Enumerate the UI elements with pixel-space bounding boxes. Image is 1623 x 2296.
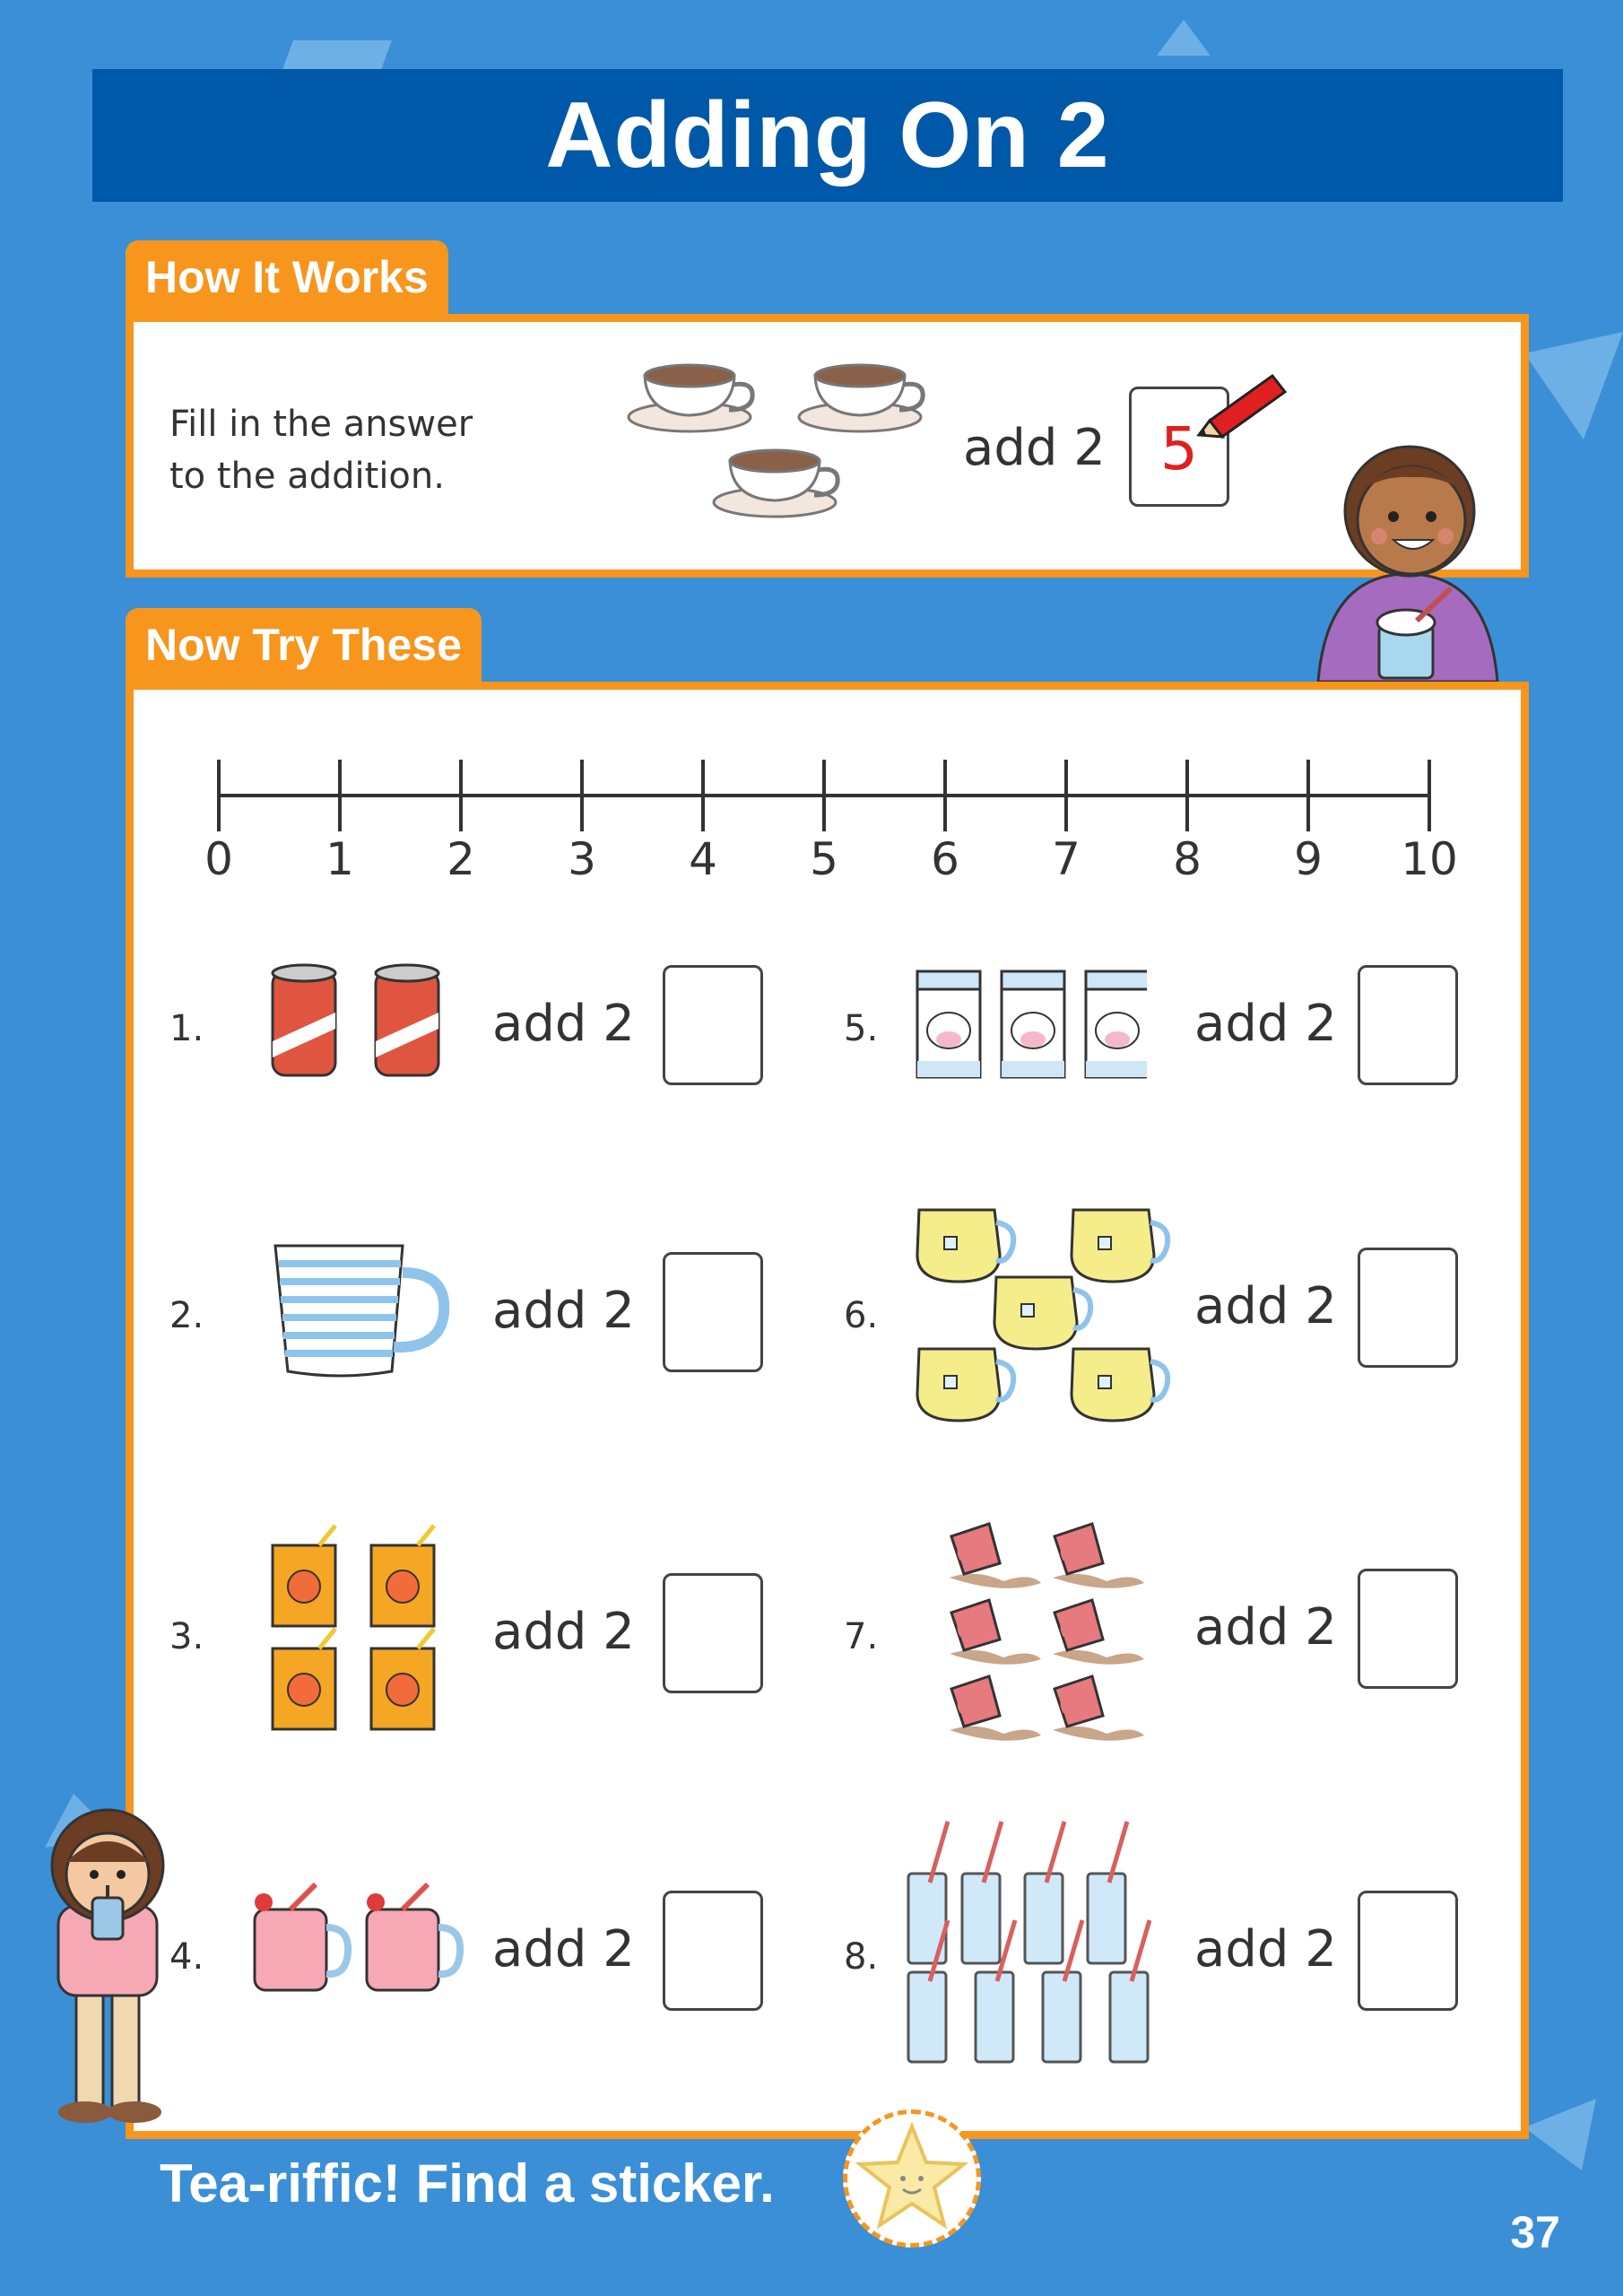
add-label: add 2 xyxy=(492,1603,635,1661)
milkshake-mugs-illustration xyxy=(246,1883,470,1999)
question-number: 8. xyxy=(844,1936,879,1978)
title-bar xyxy=(92,69,1563,202)
instruction-line: to the addition. xyxy=(169,456,445,497)
milk-cartons-illustration xyxy=(914,968,1147,1084)
number-line-label: 8 xyxy=(1173,833,1202,885)
answer-box-8[interactable] xyxy=(1358,1891,1458,2011)
pencil-icon xyxy=(1192,367,1290,439)
footer-message: Tea-riffic! Find a sticker. xyxy=(160,2153,775,2213)
decorative-shard xyxy=(1157,20,1211,56)
answer-box-5[interactable] xyxy=(1358,965,1458,1085)
teacups-illustration xyxy=(627,349,932,546)
number-line-label: 5 xyxy=(810,833,838,885)
girl-drinking-illustration xyxy=(22,1803,193,2126)
how-it-works-tab: How It Works xyxy=(126,240,448,314)
number-line-label: 7 xyxy=(1052,833,1081,885)
add-label: add 2 xyxy=(1194,1920,1337,1979)
girl-with-hot-chocolate-illustration xyxy=(1300,422,1515,682)
instructions xyxy=(169,398,473,502)
spilled-cups-illustration xyxy=(941,1515,1156,1748)
instruction-line: Fill in the answer xyxy=(169,404,473,445)
answer-box-7[interactable] xyxy=(1358,1569,1458,1689)
example-add-label: add 2 xyxy=(963,419,1106,477)
number-line-label: 1 xyxy=(325,833,354,885)
question-number: 6. xyxy=(844,1295,879,1336)
question-number: 4. xyxy=(169,1936,204,1978)
answer-box-4[interactable] xyxy=(663,1891,763,2011)
number-line-label: 0 xyxy=(204,833,233,885)
number-line-label: 6 xyxy=(931,833,959,885)
answer-box-2[interactable] xyxy=(663,1252,763,1372)
question-number: 7. xyxy=(844,1616,879,1657)
add-label: add 2 xyxy=(492,1920,635,1979)
answer-box-1[interactable] xyxy=(663,965,763,1085)
sticker-spot[interactable] xyxy=(843,2109,981,2248)
add-label: add 2 xyxy=(492,1282,635,1340)
star-icon xyxy=(847,2114,976,2243)
glasses-with-straws-illustration xyxy=(905,1820,1165,2089)
lemonade-jugs-illustration xyxy=(914,1192,1174,1425)
mug-illustration xyxy=(268,1237,456,1385)
add-label: add 2 xyxy=(1194,1277,1337,1335)
now-try-these-panel xyxy=(126,682,1529,2139)
question-number: 1. xyxy=(169,1008,204,1049)
question-number: 2. xyxy=(169,1295,204,1336)
add-label: add 2 xyxy=(492,995,635,1053)
number-line-label: 4 xyxy=(689,833,717,885)
number-line-label: 10 xyxy=(1401,833,1458,885)
cans-illustration xyxy=(264,959,452,1084)
question-number: 3. xyxy=(169,1616,204,1657)
add-label: add 2 xyxy=(1194,1598,1337,1657)
answer-box-6[interactable] xyxy=(1358,1248,1458,1368)
number-line-label: 9 xyxy=(1294,833,1323,885)
example-answer: 5 xyxy=(1160,414,1198,483)
number-line-label: 3 xyxy=(568,833,596,885)
page-number: 37 xyxy=(1510,2207,1560,2257)
add-label: add 2 xyxy=(1194,995,1337,1053)
juice-boxes-illustration xyxy=(264,1524,452,1739)
decorative-shard xyxy=(1524,2099,1596,2170)
decorative-shard xyxy=(1524,332,1623,439)
page-title: Adding On 2 xyxy=(545,83,1110,187)
question-number: 5. xyxy=(844,1008,879,1049)
answer-box-3[interactable] xyxy=(663,1573,763,1693)
now-try-these-tab: Now Try These xyxy=(126,608,482,682)
number-line-label: 2 xyxy=(447,833,475,885)
